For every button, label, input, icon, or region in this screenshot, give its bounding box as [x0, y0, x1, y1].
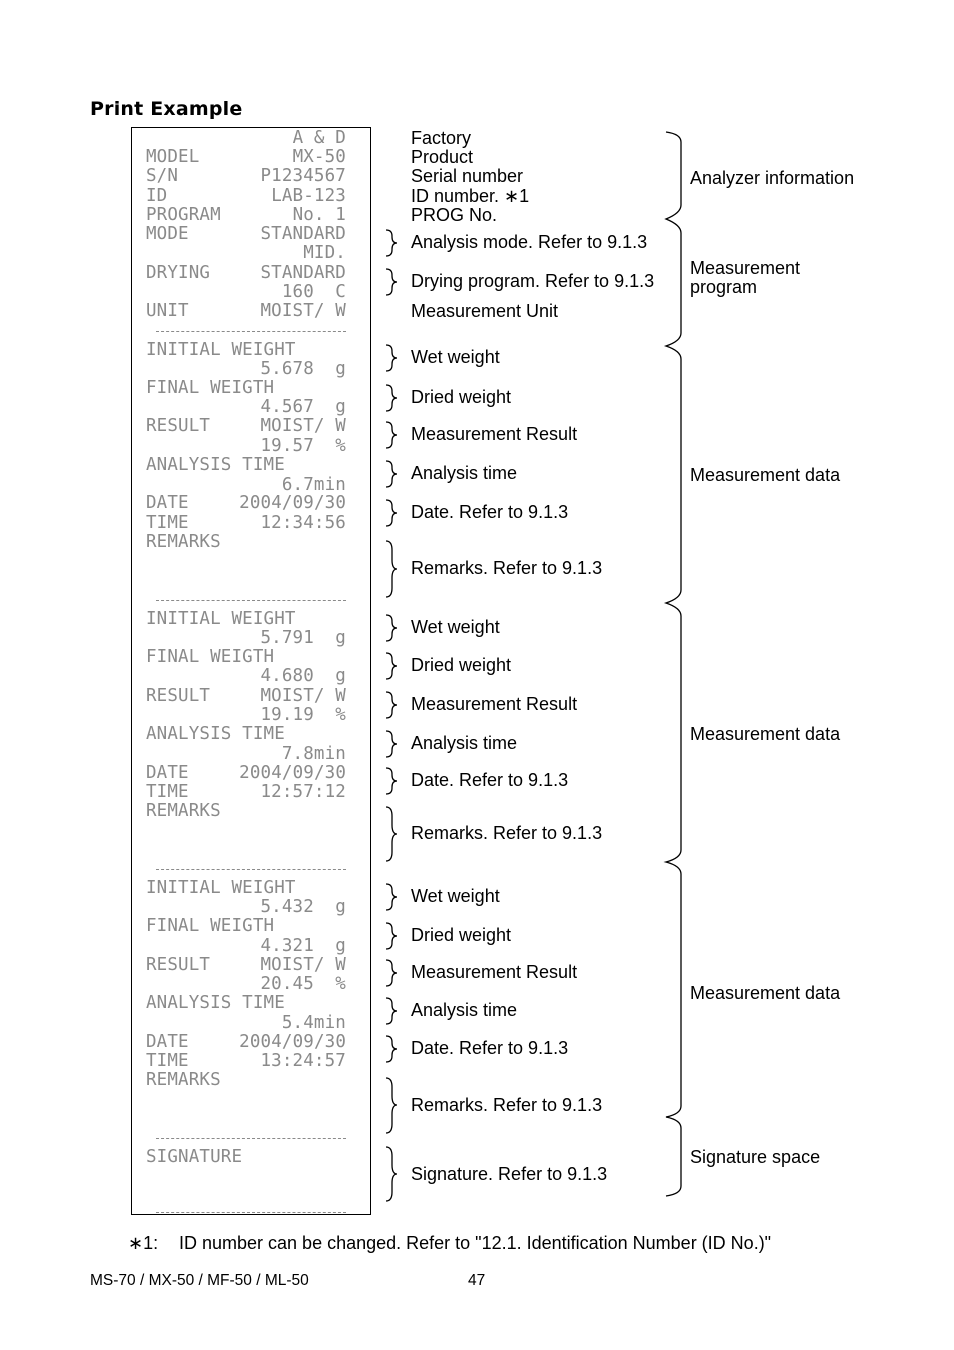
line-value: 12:57:12	[260, 782, 346, 802]
line-label: FINAL WEIGTH	[146, 916, 275, 936]
line-label: PROGRAM	[146, 205, 221, 225]
line-value: 6.7min	[281, 475, 346, 495]
label-dried-weight: Dried weight	[411, 925, 512, 945]
group-measurement-program-line1: Measurement	[690, 258, 801, 278]
small-brace	[386, 807, 397, 861]
line-value: 13:24:57	[260, 1051, 346, 1071]
line-value: 19.19 %	[260, 705, 346, 725]
footnote-text: ID number can be changed. Refer to "12.1. Identification Number (ID No.)"	[179, 1233, 772, 1253]
label-dried-weight: Dried weight	[411, 387, 512, 407]
line-value: STANDARD	[260, 224, 346, 244]
line-value: 5.4min	[281, 1013, 346, 1033]
line-value: MOIST/ W	[260, 416, 346, 436]
group-measurement-data: Measurement data	[690, 465, 841, 485]
line-label: SIGNATURE	[146, 1147, 243, 1167]
line-value: 2004/09/30	[239, 493, 346, 513]
label-analysis-time: Analysis time	[411, 733, 518, 753]
line-value: 5.791 g	[260, 628, 346, 648]
small-brace	[386, 422, 397, 448]
label-remarks: Remarks. Refer to 9.1.3	[411, 558, 603, 578]
line-label: INITIAL WEIGHT	[146, 609, 296, 629]
small-brace	[386, 960, 397, 986]
label-wet-weight: Wet weight	[411, 347, 500, 367]
line-value: MOIST/ W	[260, 955, 346, 975]
label-date: Date. Refer to 9.1.3	[411, 770, 569, 790]
line-label: TIME	[146, 1051, 189, 1071]
line-label: FINAL WEIGTH	[146, 378, 275, 398]
line-value: P1234567	[260, 166, 346, 186]
small-brace	[386, 1147, 397, 1201]
small-brace	[386, 653, 397, 679]
line-value: STANDARD	[260, 263, 346, 283]
small-brace	[386, 385, 397, 411]
label-measurement-result: Measurement Result	[411, 424, 578, 444]
line-label: REMARKS	[146, 801, 221, 821]
line-value: No. 1	[292, 205, 346, 225]
label-remarks: Remarks. Refer to 9.1.3	[411, 1095, 603, 1115]
line-label: MODEL	[146, 147, 200, 167]
footnote-marker: ∗1:	[128, 1233, 159, 1253]
line-value: 20.45 %	[260, 974, 346, 994]
label-date: Date. Refer to 9.1.3	[411, 502, 569, 522]
label-serial-number: Serial number	[411, 166, 524, 186]
line-value: 12:34:56	[260, 513, 346, 533]
small-brace	[386, 1036, 397, 1062]
line-label: REMARKS	[146, 1070, 221, 1090]
line-label: S/N	[146, 166, 179, 186]
line-label: ID	[146, 186, 168, 206]
small-brace	[386, 615, 397, 641]
small-brace	[386, 461, 397, 487]
label-analysis-mode: Analysis mode. Refer to 9.1.3	[411, 232, 648, 252]
line-label: RESULT	[146, 416, 211, 436]
line-label: FINAL WEIGTH	[146, 647, 275, 667]
line-label: ANALYSIS TIME	[146, 455, 285, 475]
line-value: 7.8min	[281, 744, 346, 764]
line-value: MOIST/ W	[260, 686, 346, 706]
line-label: UNIT	[146, 301, 189, 321]
small-brace	[386, 692, 397, 718]
group-brace	[666, 132, 681, 1196]
line-label: INITIAL WEIGHT	[146, 878, 296, 898]
small-brace	[386, 768, 397, 794]
line-value: 5.678 g	[260, 359, 346, 379]
label-product: Product	[411, 147, 474, 167]
small-brace	[386, 731, 397, 757]
small-brace	[386, 998, 397, 1024]
line-value: 4.567 g	[260, 397, 346, 417]
group-measurement-data: Measurement data	[690, 724, 841, 744]
line-label: MODE	[146, 224, 189, 244]
small-brace	[386, 230, 397, 256]
label-prog-no: PROG No.	[411, 205, 498, 225]
label-remarks: Remarks. Refer to 9.1.3	[411, 823, 603, 843]
label-analysis-time: Analysis time	[411, 463, 518, 483]
line-label: RESULT	[146, 955, 211, 975]
line-label: ANALYSIS TIME	[146, 993, 285, 1013]
line-value: 2004/09/30	[239, 763, 346, 783]
small-brace	[386, 1078, 397, 1133]
line-label: DATE	[146, 493, 189, 513]
label-id-number: ID number. ∗1	[411, 186, 530, 206]
group-analyzer-information: Analyzer information	[690, 168, 855, 188]
label-factory: Factory	[411, 128, 472, 148]
small-brace	[386, 923, 397, 949]
section-heading: Print Example	[90, 98, 243, 120]
small-brace	[386, 884, 397, 910]
line-value: 5.432 g	[260, 897, 346, 917]
line-label: RESULT	[146, 686, 211, 706]
line-label: TIME	[146, 513, 189, 533]
group-measurement-data: Measurement data	[690, 983, 841, 1003]
page-number: 47	[468, 1272, 486, 1289]
small-brace	[386, 345, 397, 371]
line-label: DRYING	[146, 263, 211, 283]
small-brace	[386, 269, 397, 295]
line-label: DATE	[146, 1032, 189, 1052]
label-measurement-result: Measurement Result	[411, 962, 578, 982]
label-analysis-time: Analysis time	[411, 1000, 518, 1020]
small-brace	[386, 500, 397, 526]
line-value: MOIST/ W	[260, 301, 346, 321]
label-measurement-unit: Measurement Unit	[411, 301, 559, 321]
label-wet-weight: Wet weight	[411, 886, 500, 906]
label-drying-program: Drying program. Refer to 9.1.3	[411, 271, 655, 291]
line-value: 4.680 g	[260, 666, 346, 686]
line-value: 2004/09/30	[239, 1032, 346, 1052]
label-wet-weight: Wet weight	[411, 617, 500, 637]
line-label: TIME	[146, 782, 189, 802]
label-measurement-result: Measurement Result	[411, 694, 578, 714]
line-value: 4.321 g	[260, 936, 346, 956]
group-signature-space: Signature space	[690, 1147, 821, 1167]
small-brace	[386, 541, 397, 597]
label-date: Date. Refer to 9.1.3	[411, 1038, 569, 1058]
line-value: A & D	[292, 128, 346, 148]
line-label: INITIAL WEIGHT	[146, 340, 296, 360]
line-value: MX-50	[292, 147, 346, 167]
footer-models: MS-70 / MX-50 / MF-50 / ML-50	[90, 1272, 309, 1289]
line-label: REMARKS	[146, 532, 221, 552]
label-signature: Signature. Refer to 9.1.3	[411, 1164, 608, 1184]
line-value: LAB-123	[271, 186, 346, 206]
group-measurement-program-line2: program	[690, 277, 758, 297]
line-value: MID.	[303, 243, 346, 263]
line-value: 19.57 %	[260, 436, 346, 456]
line-label: DATE	[146, 763, 189, 783]
line-value: 160 C	[281, 282, 346, 302]
label-dried-weight: Dried weight	[411, 655, 512, 675]
line-label: ANALYSIS TIME	[146, 724, 285, 744]
